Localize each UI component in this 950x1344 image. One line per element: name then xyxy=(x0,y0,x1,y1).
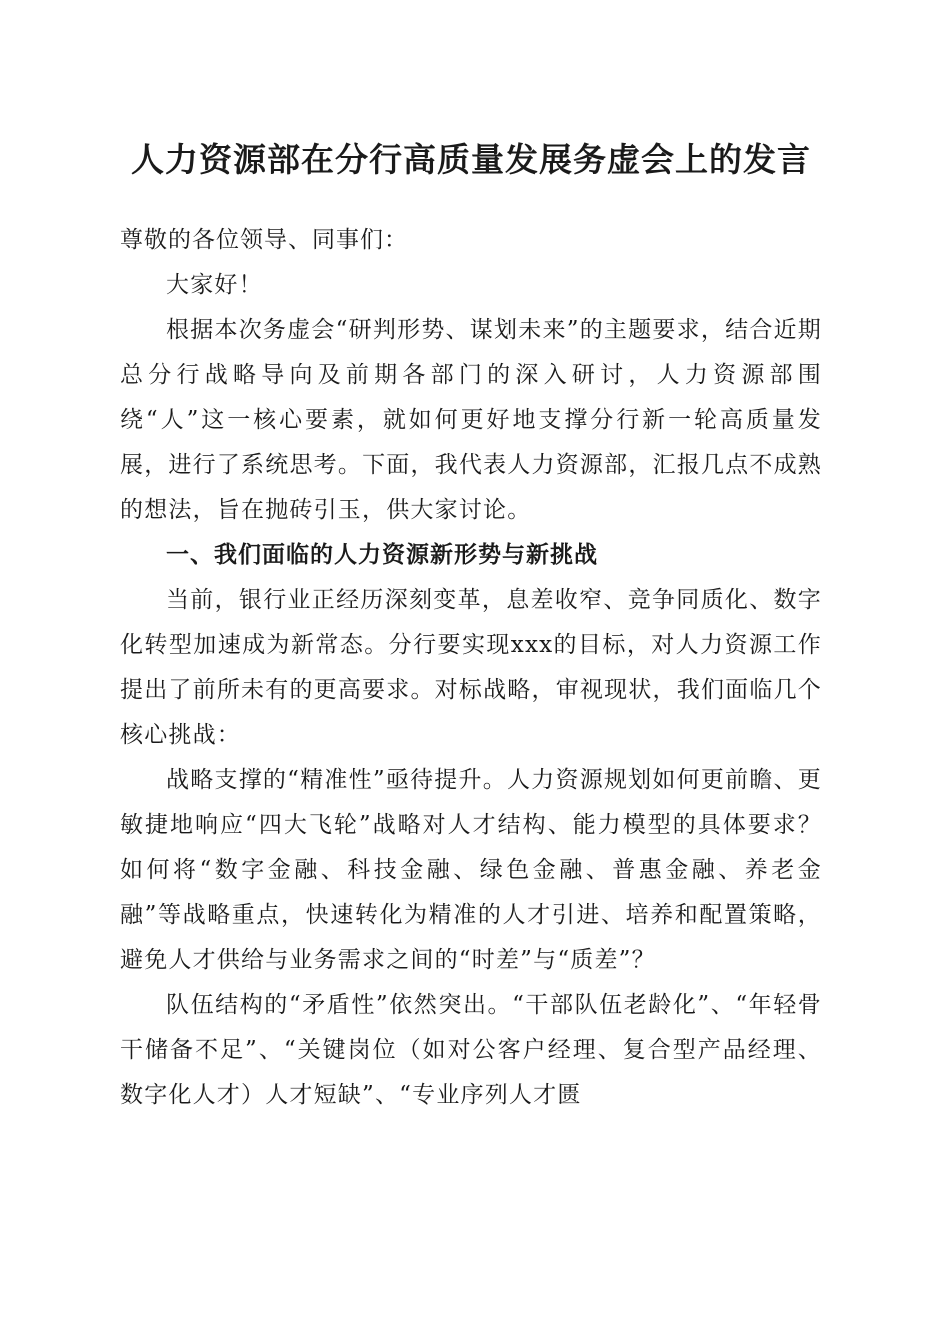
document-title: 人力资源部在分行高质量发展务虚会上的发言 xyxy=(131,140,811,179)
section1-paragraph-2: 战略支撑的“精准性”亟待提升。人力资源规划如何更前瞻、更敏捷地响应“四大飞轮”战略对人才结构、能力模型的具体要求？如何将“数字金融、科技金融、绿色金融、普惠金融、养老金融”等战略重点，快速转化为精准的人才引进、培养和配置策略，避免人才供给与业务需求之间的“时差”与“质差”？ xyxy=(120,767,822,973)
document-body xyxy=(120,130,822,1118)
intro-paragraph: 根据本次务虚会“研判形势、谋划未来”的主题要求，结合近期总分行战略导向及前期各部门的深入研讨，人力资源部围绕“人”这一核心要素，就如何更好地支撑分行新一轮高质量发展，进行了系统思考。下面，我代表人力资源部，汇报几点不成熟的想法，旨在抛砖引玉，供大家讨论。 xyxy=(120,317,822,523)
section1-paragraph-1: 当前，银行业正经历深刻变革，息差收窄、竞争同质化、数字化转型加速成为新常态。分行要实现xxx的目标，对人力资源工作提出了前所未有的更高要求。对标战略，审视现状，我们面临几个核心挑战： xyxy=(120,587,822,748)
section1-paragraph-3: 队伍结构的“矛盾性”依然突出。“干部队伍老龄化”、“年轻骨干储备不足”、“关键岗位（如对公客户经理、复合型产品经理、数字化人才）人才短缺”、“专业序列人才匮 xyxy=(120,992,822,1108)
salutation: 尊敬的各位领导、同事们： xyxy=(120,227,408,253)
greeting: 大家好！ xyxy=(166,272,263,298)
section-heading-1: 一、我们面临的人力资源新形势与新挑战 xyxy=(166,542,598,568)
